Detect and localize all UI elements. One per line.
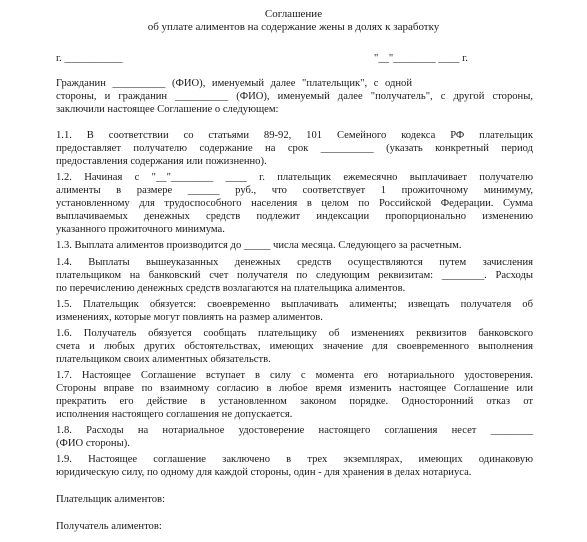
intro-line: Гражданин __________ (ФИО), именуемый далее "плательщик", с одной xyxy=(56,78,412,89)
clause-line: предоставления содержания или пожизненно). xyxy=(56,156,267,167)
clause-line: счета и любых других обстоятельствах, имеющих значение для своевременного выполнения xyxy=(56,341,533,352)
clause-line: прекратить его действие в установленном законом порядке. Односторонний отказ от xyxy=(56,396,533,407)
clause-line: Стороны вправе по взаимному согласию в любое время изменить настоящее Соглашение или xyxy=(56,383,533,394)
clause-line: 1.8. Расходы на нотариальное удостоверение настоящего соглашения несет ________ xyxy=(56,425,533,436)
clause-line: предоставляет получателю содержание на срок __________ (указать конкретный период xyxy=(56,143,533,154)
clause-line: юридическую силу, по одному для каждой стороны, один - для хранения в делах нотариуса. xyxy=(56,467,472,478)
payer-signature-label: Плательщик алиментов: xyxy=(56,494,165,505)
clause-line: 1.7. Настоящее Соглашение вступает в силу с момента его нотариального удостоверения. xyxy=(56,370,533,381)
document-title: Соглашение xyxy=(264,8,323,20)
document-subtitle: об уплате алиментов на содержание жены в долях к заработку xyxy=(147,21,440,33)
clause-line: 1.5. Плательщик обязуется: своевременно выплачивать алименты; извещать получателя об xyxy=(56,299,533,310)
clause-line: плательщиком на банковский счет получателя по следующим реквизитам: ________. Расходы xyxy=(56,270,533,281)
clause-line: 1.2. Начиная с "__"________ ____ г. плательщик ежемесячно выплачивает получателю xyxy=(56,172,533,183)
clause-line: 1.3. Выплата алиментов производится до _____ числа месяца. Следующего за расчетным. xyxy=(56,240,462,251)
date-field: "__"________ ____ г. xyxy=(374,53,468,64)
clause-line: алименты в размере ______ руб., что соответствует 1 прожиточному минимуму, xyxy=(56,185,533,196)
clause-line: 1.4. Выплаты вышеуказанных денежных средств осуществляются путем зачисления xyxy=(56,257,533,268)
clause-line: исполнения настоящего соглашения не допускается. xyxy=(56,409,293,420)
clause-line: (ФИО стороны). xyxy=(56,438,130,449)
intro-line: стороны, и гражданин __________ (ФИО), именуемый далее "получатель", с другой стороны, xyxy=(56,91,533,102)
clause-line: указанного прожиточного минимума. xyxy=(56,224,225,235)
clause-line: по перечислению денежных средств возлагаются на плательщика алиментов. xyxy=(56,283,406,294)
clause-line: выплачиваемых денежных средств подлежит индексации пропорционально изменению xyxy=(56,211,533,222)
clause-line: установленному для трудоспособного населения в целом по Российской Федерации. Сумма xyxy=(56,198,533,209)
recipient-signature-label: Получатель алиментов: xyxy=(56,521,162,532)
clause-line: изменениях, которые могут повлиять на размер алиментов. xyxy=(56,312,323,323)
intro-line: заключили настоящее Соглашение о следующем: xyxy=(56,104,279,115)
clause-line: 1.1. В соответствии со статьями 89-92, 101 Семейного кодекса РФ плательщик xyxy=(56,130,533,141)
place-field: г. ___________ xyxy=(56,53,123,64)
clause-line: 1.6. Получатель обязуется сообщать плательщику об изменениях реквизитов банковского xyxy=(56,328,533,339)
clause-line: плательщиком своих алиментных обязательств. xyxy=(56,354,271,365)
clause-line: 1.9. Настоящее соглашение заключено в трех экземплярах, имеющих одинаковую xyxy=(56,454,533,465)
